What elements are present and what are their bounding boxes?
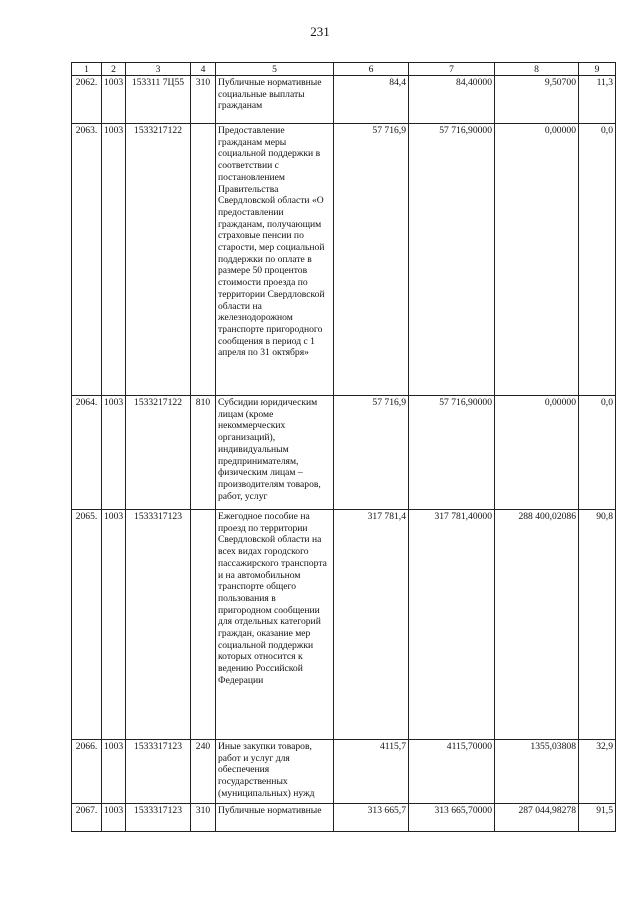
- execution-percent: 11,3: [579, 76, 616, 124]
- section-code: 1003: [102, 396, 126, 510]
- executed-amount: 288 400,02086: [495, 510, 579, 740]
- plan-amount: 57 716,9: [334, 396, 409, 510]
- approved-amount: 317 781,40000: [409, 510, 495, 740]
- target-code: 1533217122: [126, 396, 191, 510]
- section-code: 1003: [102, 740, 126, 804]
- item-name: Ежегодное пособие на проезд по территории Свердловской области на всех видах городского пассажирского транспорта и на автомобильном транспорте общего пользования в пригородном сообщении для отдельных категорий граждан, оказание мер социальной поддержки которых относится к ведению Российской Федерации: [216, 510, 334, 740]
- table-row: [72, 804, 616, 832]
- expense-type: 310: [191, 804, 216, 832]
- expense-type: 310: [191, 76, 216, 124]
- item-name: Предоставление гражданам меры социальной поддержки в соответствии с постановлением Правительства Свердловской области «О предоставлении гражданам, получающим страховые пенсии по старости, мер социальной поддержки по оплате в размере 50 процентов стоимости проезда по территории Свердловской области на железнодорожном транспорте пригородного сообщения в период с 1 апреля по 31 октября»: [216, 124, 334, 396]
- row-number: 2065.: [72, 510, 102, 740]
- plan-amount: 4115,7: [334, 740, 409, 804]
- item-name: Иные закупки товаров, работ и услуг для обеспечения государственных (муниципальных) нужд: [216, 740, 334, 804]
- approved-amount: 57 716,90000: [409, 396, 495, 510]
- plan-amount: 84,4: [334, 76, 409, 124]
- column-header: 6: [334, 63, 409, 76]
- execution-percent: 0,0: [579, 124, 616, 396]
- row-number: 2064.: [72, 396, 102, 510]
- execution-percent: 90,8: [579, 510, 616, 740]
- plan-amount: 313 665,7: [334, 804, 409, 832]
- execution-percent: 91,5: [579, 804, 616, 832]
- approved-amount: 4115,70000: [409, 740, 495, 804]
- target-code: 1533217122: [126, 124, 191, 396]
- column-header: 1: [72, 63, 102, 76]
- row-number: 2062.: [72, 76, 102, 124]
- column-header: 7: [409, 63, 495, 76]
- approved-amount: 57 716,90000: [409, 124, 495, 396]
- executed-amount: 287 044,98278: [495, 804, 579, 832]
- plan-amount: 57 716,9: [334, 124, 409, 396]
- column-header: 8: [495, 63, 579, 76]
- approved-amount: 84,40000: [409, 76, 495, 124]
- expense-type: [191, 124, 216, 396]
- expense-type: 240: [191, 740, 216, 804]
- execution-percent: 32,9: [579, 740, 616, 804]
- row-number: 2063.: [72, 124, 102, 396]
- target-code: 1533317123: [126, 740, 191, 804]
- item-name: Субсидии юридическим лицам (кроме некоммерческих организаций), индивидуальным предпринимателям, физическим лицам – производителям товаров, работ, услуг: [216, 396, 334, 510]
- column-header: 5: [216, 63, 334, 76]
- table-row: [72, 510, 616, 740]
- table-row: [72, 740, 616, 804]
- row-number: 2067.: [72, 804, 102, 832]
- executed-amount: 9,50700: [495, 76, 579, 124]
- target-code: 153311 7Ц55: [126, 76, 191, 124]
- row-number: 2066.: [72, 740, 102, 804]
- plan-amount: 317 781,4: [334, 510, 409, 740]
- approved-amount: 313 665,70000: [409, 804, 495, 832]
- executed-amount: 1355,03808: [495, 740, 579, 804]
- expense-type: [191, 510, 216, 740]
- executed-amount: 0,00000: [495, 396, 579, 510]
- budget-table: [71, 62, 616, 832]
- column-header: 9: [579, 63, 616, 76]
- table-row: [72, 396, 616, 510]
- table-row: [72, 124, 616, 396]
- item-name: Публичные нормативные: [216, 804, 334, 832]
- item-name: Публичные нормативные социальные выплаты гражданам: [216, 76, 334, 124]
- section-code: 1003: [102, 76, 126, 124]
- header-row: [72, 63, 616, 76]
- section-code: 1003: [102, 124, 126, 396]
- column-header: 4: [191, 63, 216, 76]
- executed-amount: 0,00000: [495, 124, 579, 396]
- section-code: 1003: [102, 510, 126, 740]
- target-code: 1533317123: [126, 510, 191, 740]
- section-code: 1003: [102, 804, 126, 832]
- column-header: 2: [102, 63, 126, 76]
- execution-percent: 0,0: [579, 396, 616, 510]
- table-row: [72, 76, 616, 124]
- column-header: 3: [126, 63, 191, 76]
- page-number: 231: [310, 24, 330, 39]
- expense-type: 810: [191, 396, 216, 510]
- target-code: 1533317123: [126, 804, 191, 832]
